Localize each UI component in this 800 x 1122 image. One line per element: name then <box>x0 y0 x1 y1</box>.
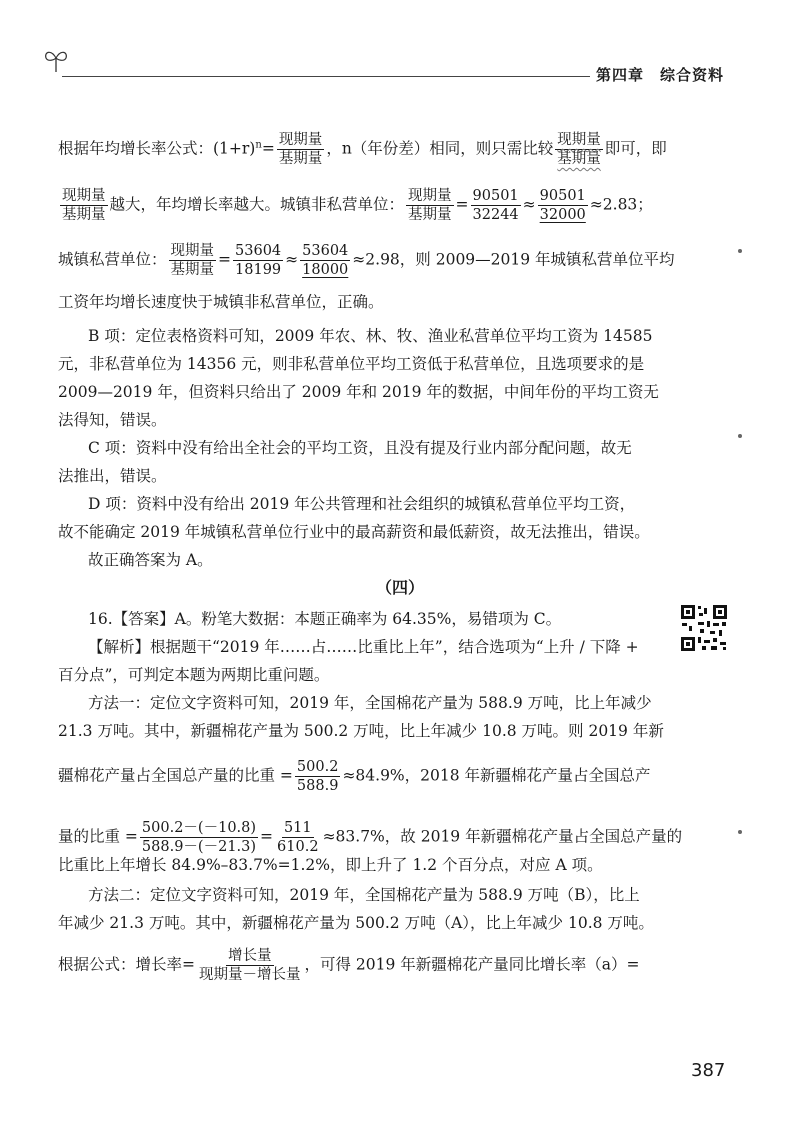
formula-line-share-2018: 量的比重 = $\frac{500.2-(-10.8)}{588.9-(-21.3)}$ = $\frac{511}{610.2}$ ≈83.7%，故 2019 年新疆棉花产量占全国总产量的 <box>58 820 683 855</box>
fraction-nonprivate-exact: $\frac{90501}{32244}$ <box>472 188 519 223</box>
formula-line-1: 根据年均增长率公式：$(1+r)^n=$ $\frac{\text{现期量}}{\text{基期量}}$ ，n（年份差）相同，则只需比较 $\frac{\text{现期量}}{\text{基期量}}$ 即可，即 <box>58 132 667 167</box>
text-line: 元，非私营单位为 14356 元，则非私营单位平均工资低于私营单位，且选项要求的是 <box>58 355 645 373</box>
option-c-text: C 项：资料中没有给出全社会的平均工资，且没有提及行业内部分配问题，故无 <box>88 439 632 457</box>
chapter-label: 第四章 <box>596 66 645 84</box>
analysis-text: 【解析】根据题干“2019 年……占……比重比上年”，结合选项为“上升 / 下降 + <box>88 638 639 656</box>
fraction-current-over-base: $\frac{\text{现期量}}{\text{基期量}}$ <box>557 132 601 167</box>
fraction-share-2019: $\frac{500.2}{588.9}$ <box>296 759 339 794</box>
fraction-share-2018-exact: $\frac{500.2-(-10.8)}{588.9-(-21.3)}$ <box>141 820 257 855</box>
sprout-logo-icon <box>42 46 70 74</box>
fraction-share-2018-simplified: $\frac{511}{610.2}$ <box>277 820 319 855</box>
text-line: 工资年均增长速度快于城镇非私营单位，正确。 <box>58 293 384 311</box>
scan-mark <box>738 830 742 834</box>
scan-mark <box>738 434 742 438</box>
option-b-text: B 项：定位表格资料可知，2009 年农、林、牧、渔业私营单位平均工资为 14585 <box>88 327 653 345</box>
method-one-text: 方法一：定位文字资料可知，2019 年，全国棉花产量为 588.9 万吨，比上年减少 <box>88 694 652 712</box>
fraction-nonprivate-approx: $\frac{90501}{32000}$ <box>539 188 586 223</box>
formula-line-3: 城镇私营单位： $\frac{\text{现期量}}{\text{基期量}}$ = $\frac{53604}{18199}$ ≈ $\frac{53604}{18000}$ ≈2.98，则 2009—2019 年城镇私营单位平均 <box>58 243 675 278</box>
text-line: 法得知，错误。 <box>58 411 167 429</box>
text-line: 百分点”，可判定本题为两期比重问题。 <box>58 666 330 684</box>
fraction-current-over-base: $\frac{\text{现期量}}{\text{基期量}}$ <box>170 243 215 278</box>
formula-line-growth-rate: 根据公式：增长率= $\frac{\text{增长量}}{\text{现期量－增长量}}$ ，可得 2019 年新疆棉花产量同比增长率（a）= <box>58 948 640 983</box>
answer-line: 故正确答案为 A。 <box>88 551 213 569</box>
method-two-text: 方法二：定位文字资料可知，2019 年，全国棉花产量为 588.9 万吨（B），比上 <box>88 886 640 904</box>
fraction-private-approx: $\frac{53604}{18000}$ <box>302 243 349 278</box>
page-number: 387 <box>691 1060 726 1081</box>
section-label: 综合资料 <box>660 66 725 84</box>
fraction-current-over-base: $\frac{\text{现期量}}{\text{基期量}}$ <box>62 188 106 223</box>
fraction-private-exact: $\frac{53604}{18199}$ <box>235 243 282 278</box>
fraction-current-over-base: $\frac{\text{现期量}}{\text{基期量}}$ <box>278 132 323 167</box>
header-rule <box>62 76 590 77</box>
text-line: 比重比上年增长 84.9%–83.7%=1.2%，即上升了 1.2 个百分点，对应 A 项。 <box>58 856 603 874</box>
running-header <box>596 64 724 85</box>
formula-line-2: $\frac{\text{现期量}}{\text{基期量}}$ 越大，年均增长率越大。城镇非私营单位： $\frac{\text{现期量}}{\text{基期量}}$ = $\frac{90501}{32244}$ ≈ $\frac{90501}{32000}$ ≈2.83； <box>62 188 653 223</box>
text-line: 21.3 万吨。其中，新疆棉花产量为 500.2 万吨，比上年减少 10.8 万吨。则 2019 年新 <box>58 722 664 740</box>
text-line: 年减少 21.3 万吨。其中，新疆棉花产量为 500.2 万吨（A），比上年减少 10.8 万吨。 <box>58 914 654 932</box>
option-d-text: D 项：资料中没有给出 2019 年公共管理和社会组织的城镇私营单位平均工资， <box>88 495 636 513</box>
scan-mark <box>738 249 742 253</box>
formula-line-share-2019: 疆棉花产量占全国总产量的比重 = $\frac{500.2}{588.9}$ ≈84.9%，2018 年新疆棉花产量占全国总产 <box>58 759 651 794</box>
fraction-growth-rate: $\frac{\text{增长量}}{\text{现期量－增长量}}$ <box>199 948 301 983</box>
section-title: （四） <box>375 578 424 597</box>
fraction-current-over-base: $\frac{\text{现期量}}{\text{基期量}}$ <box>408 188 452 223</box>
text-line: 故不能确定 2019 年城镇私营单位行业中的最高薪资和最低薪资，故无法推出，错误。 <box>58 523 650 541</box>
text-line: 法推出，错误。 <box>58 467 167 485</box>
qr-code-icon[interactable] <box>680 604 728 652</box>
question-16-answer: 16.【答案】A。粉笔大数据：本题正确率为 64.35%，易错项为 C。 <box>88 610 562 628</box>
text-line: 2009—2019 年，但资料只给出了 2009 年和 2019 年的数据，中间年份的平均工资无 <box>58 383 659 401</box>
